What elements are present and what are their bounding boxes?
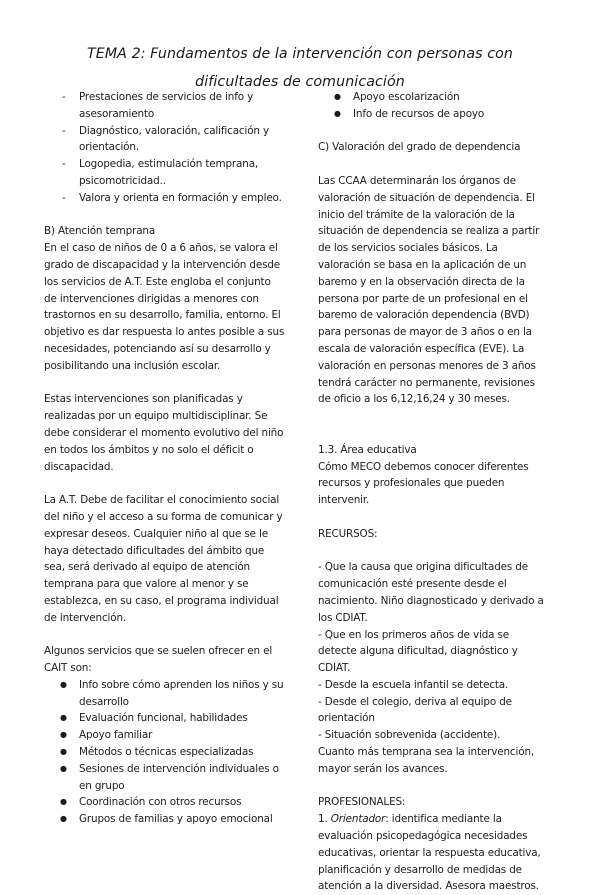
page-title: TEMA 2: Fundamentos de la intervención con personas con dificultades de comunicación <box>86 46 514 90</box>
list-item: - Prestaciones de servicios de info y asesoramiento <box>44 89 286 123</box>
cait-services-list-continued <box>318 89 544 123</box>
section-heading-1-3: 1.3. Área educativa <box>318 443 417 456</box>
section-heading-c: C) Valoración del grado de dependencia <box>318 141 521 154</box>
list-item: ● Sesiones de intervención individuales o en grupo <box>44 761 286 795</box>
list-item: ● Apoyo familiar <box>44 727 286 744</box>
paragraph: Las CCAA determinarán los órganos de valoración de situación de dependencia. El inicio del trámite de la valoración de la situación de dependencia se realiza a partir de los servicios sociales básicos. La valoración se basa en la aplicación de un baremo y en la observación directa de la persona por parte de un profesional en el baremo de valoración dependencia (BVD) para personas de mayor de 3 años o en la escala de valoración específica (EVE). La valoración en personas menores de 3 años tendrá carácter no permanente, revisiones de oficio a los 6,12,16,24 y 30 meses. <box>318 174 540 406</box>
cait-services-list <box>44 677 286 828</box>
paragraph: Algunos servicios que se suelen ofrecer en el CAIT son: <box>44 645 273 675</box>
recursos-line: - Situación sobrevenida (accidente). <box>318 729 501 742</box>
list-item: ● Info de recursos de apoyo <box>318 106 544 123</box>
left-column <box>44 89 286 828</box>
list-item: - Logopedia, estimulación temprana, psicomotricidad.. <box>44 156 286 190</box>
recursos-line: - Que la causa que origina dificultades de comunicación esté presente desde el nacimiento. Niño diagnosticado y derivado a los CDIAT. <box>318 561 544 624</box>
list-item: ● Apoyo escolarización <box>318 89 544 106</box>
prof-number: 1. <box>318 813 328 826</box>
list-item: ● Evaluación funcional, habilidades <box>44 710 286 727</box>
paragraph: La A.T. Debe de facilitar el conocimiento social del niño y el acceso a su forma de comunicar y expresar deseos. Cualquier niño al que se le haya detectado dificultades del ámbito que sea, será derivado al equipo de atención temprana para que valore al menor y se establezca, en su caso, el programa individual de intervención. <box>44 494 283 624</box>
prof-role: Orientador <box>330 813 386 826</box>
section-heading-b: B) Atención temprana <box>44 225 156 238</box>
list-item: - Valora y orienta en formación y empleo. <box>44 190 286 207</box>
paragraph: En el caso de niños de 0 a 6 años, se valora el grado de discapacidad y la intervención desde los servicios de A.T. Este engloba el conjunto de intervenciones dirigidas a menores con trastornos en su desarrollo, familia, entorno. El objetivo es dar respuesta lo antes posible a sus necesidades, potenciando así su desarrollo y posibilitando una inclusión escolar. <box>44 242 285 372</box>
recursos-heading: RECURSOS: <box>318 527 378 540</box>
paragraph: Estas intervenciones son planificadas y realizadas por un equipo multidisciplinar. Se debe considerar el momento evolutivo del niño en todos los ámbitos y no solo el déficit o discapacidad. <box>44 393 284 473</box>
right-column <box>318 89 544 895</box>
recursos-line: - Desde la escuela infantil se detecta. <box>318 678 509 691</box>
list-item: ● Métodos o técnicas especializadas <box>44 744 286 761</box>
profesional-orientador <box>318 811 544 895</box>
list-item: ● Coordinación con otros recursos <box>44 794 286 811</box>
recursos-line: - Desde el colegio, deriva al equipo de orientación <box>318 695 512 725</box>
list-item: ● Info sobre cómo aprenden los niños y su desarrollo <box>44 677 286 711</box>
services-dash-list <box>44 89 286 207</box>
paragraph: Cómo MECO debemos conocer diferentes recursos y profesionales que pueden intervenir. <box>318 460 529 507</box>
profesionales-heading: PROFESIONALES: <box>318 796 406 809</box>
list-item: - Diagnóstico, valoración, calificación y orientación. <box>44 123 286 157</box>
recursos-line: - Que en los primeros años de vida se detecte alguna dificultad, diagnóstico y CDIAT. <box>318 628 518 675</box>
recursos-line: Cuanto más temprana sea la intervención, mayor serán los avances. <box>318 746 535 775</box>
list-item: ● Grupos de familias y apoyo emocional <box>44 811 286 828</box>
prof-text: : identifica mediante la evaluación psicopedagógica necesidades educativas, orientar la respuesta educativa, planificación y desarrollo de medidas de atención a la diversidad. Asesora maestros. <box>318 813 541 893</box>
